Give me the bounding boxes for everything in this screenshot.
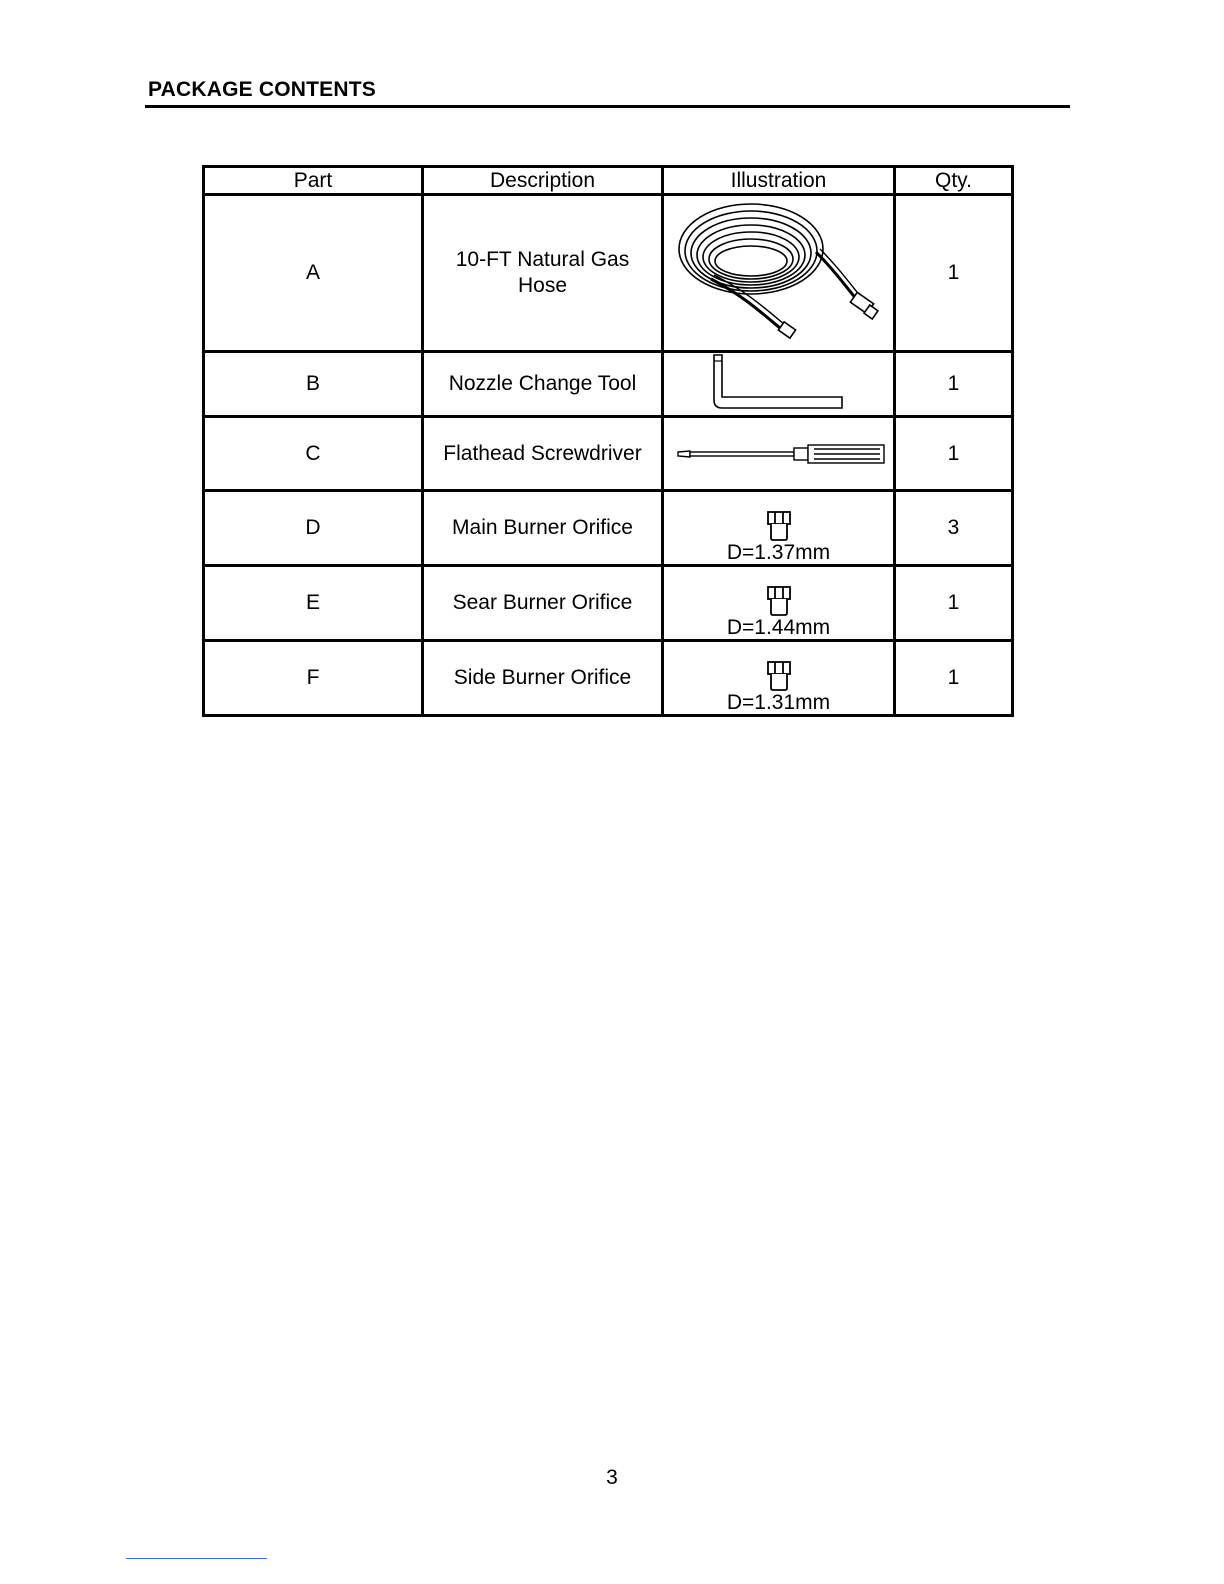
- header-illustration: Illustration: [663, 167, 895, 195]
- part-cell: B: [204, 352, 423, 417]
- table-row: [204, 352, 1013, 417]
- hose-icon: [666, 197, 892, 349]
- hex-key-icon: [666, 353, 892, 415]
- orifice-diameter-label: D=1.31mm: [726, 691, 831, 714]
- table-row: [204, 641, 1013, 716]
- orifice-diameter-label: D=1.44mm: [726, 616, 831, 639]
- header-qty: Qty.: [895, 167, 1013, 195]
- footer-rule: [126, 1558, 267, 1559]
- table-header-row: [204, 167, 1013, 195]
- header-description: Description: [423, 167, 663, 195]
- part-cell: D: [204, 491, 423, 566]
- illustration-cell: [663, 641, 895, 716]
- title-rule: [145, 105, 1070, 108]
- table-row: [204, 417, 1013, 491]
- table-row: [204, 566, 1013, 641]
- qty-cell: 1: [895, 195, 1013, 352]
- orifice-icon: [766, 660, 792, 692]
- header-part: Part: [204, 167, 423, 195]
- qty-cell: 1: [895, 641, 1013, 716]
- qty-cell: 1: [895, 566, 1013, 641]
- illustration-cell: [663, 352, 895, 417]
- illustration-cell: [663, 417, 895, 491]
- qty-cell: 1: [895, 417, 1013, 491]
- page-number: 3: [606, 1466, 618, 1489]
- part-cell: C: [204, 417, 423, 491]
- table-row: [204, 491, 1013, 566]
- package-contents-table: [202, 165, 1014, 717]
- description-cell: Nozzle Change Tool: [423, 352, 663, 417]
- qty-cell: 3: [895, 491, 1013, 566]
- part-cell: E: [204, 566, 423, 641]
- illustration-cell: [663, 491, 895, 566]
- table-row: [204, 195, 1013, 352]
- screwdriver-icon: [666, 434, 892, 474]
- description-text: 10-FT Natural Gas Hose: [455, 248, 630, 297]
- part-cell: F: [204, 641, 423, 716]
- description-cell: [423, 195, 663, 352]
- orifice-diameter-label: D=1.37mm: [726, 541, 831, 564]
- qty-cell: 1: [895, 352, 1013, 417]
- orifice-icon: [766, 585, 792, 617]
- description-cell: Side Burner Orifice: [423, 641, 663, 716]
- illustration-cell: [663, 566, 895, 641]
- part-cell: A: [204, 195, 423, 352]
- section-title: PACKAGE CONTENTS: [148, 78, 376, 101]
- illustration-cell: [663, 195, 895, 352]
- description-cell: Sear Burner Orifice: [423, 566, 663, 641]
- description-cell: Main Burner Orifice: [423, 491, 663, 566]
- description-cell: Flathead Screwdriver: [423, 417, 663, 491]
- orifice-icon: [766, 510, 792, 542]
